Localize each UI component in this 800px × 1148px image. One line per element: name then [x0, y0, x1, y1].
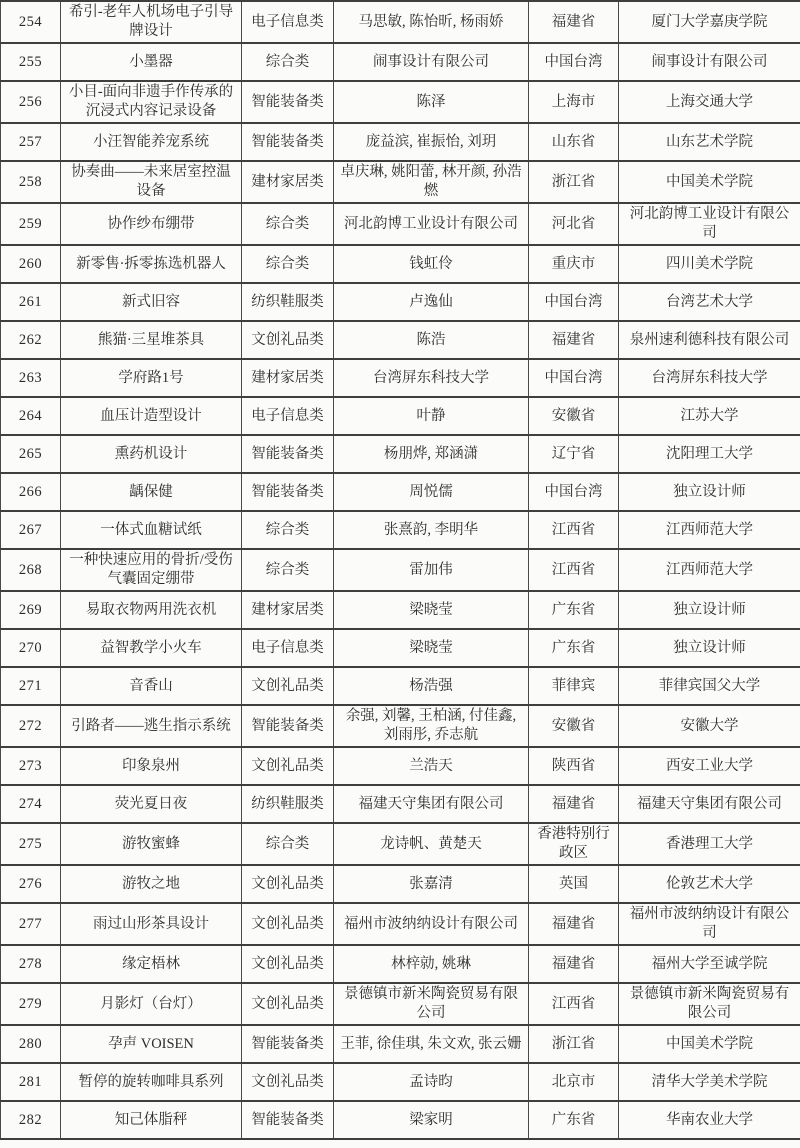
entry-number: 267	[1, 511, 61, 549]
entry-number: 276	[1, 865, 61, 903]
entry-authors: 卓庆琳, 姚阳蕾, 林开颜, 孙浩燃	[334, 161, 529, 203]
entry-region: 江西省	[529, 983, 619, 1025]
table-row	[1, 785, 800, 823]
entry-number: 257	[1, 123, 61, 161]
entry-number: 279	[1, 983, 61, 1025]
entry-number: 278	[1, 945, 61, 983]
entry-name: 小目-面向非遗手作传承的沉浸式内容记录设备	[61, 81, 242, 123]
entry-category: 综合类	[242, 511, 334, 549]
entry-name: 协作纱布绷带	[61, 203, 242, 245]
entry-category: 文创礼品类	[242, 983, 334, 1025]
entry-region: 中国台湾	[529, 359, 619, 397]
entry-region: 山东省	[529, 123, 619, 161]
entry-authors: 叶静	[334, 397, 529, 435]
entry-authors: 兰浩天	[334, 747, 529, 785]
entry-category: 智能装备类	[242, 1025, 334, 1063]
table-row	[1, 629, 800, 667]
entry-authors: 陈浩	[334, 321, 529, 359]
table-row	[1, 667, 800, 705]
entry-authors: 孟诗昀	[334, 1063, 529, 1101]
entry-name: 学府路1号	[61, 359, 242, 397]
entry-institution: 福建天守集团有限公司	[619, 785, 800, 823]
entry-name: 荧光夏日夜	[61, 785, 242, 823]
entry-region: 菲律宾	[529, 667, 619, 705]
entry-name: 知己体脂秤	[61, 1101, 242, 1139]
entry-authors: 梁家明	[334, 1101, 529, 1139]
entry-number: 275	[1, 823, 61, 865]
table-row	[1, 823, 800, 865]
entry-number: 270	[1, 629, 61, 667]
entry-institution: 闹事设计有限公司	[619, 43, 800, 81]
entry-authors: 景德镇市新米陶瓷贸易有限公司	[334, 983, 529, 1025]
entry-authors: 福建天守集团有限公司	[334, 785, 529, 823]
table-row	[1, 359, 800, 397]
entry-region: 江西省	[529, 511, 619, 549]
entry-region: 辽宁省	[529, 435, 619, 473]
entry-name: 游牧之地	[61, 865, 242, 903]
entry-region: 陕西省	[529, 747, 619, 785]
entry-institution: 厦门大学嘉庚学院	[619, 1, 800, 43]
entry-authors: 周悦儒	[334, 473, 529, 511]
entry-category: 综合类	[242, 43, 334, 81]
table-row	[1, 321, 800, 359]
entry-name: 一体式血糖试纸	[61, 511, 242, 549]
entry-category: 纺织鞋服类	[242, 283, 334, 321]
entry-institution: 独立设计师	[619, 473, 800, 511]
table-row	[1, 705, 800, 747]
entry-category: 文创礼品类	[242, 1063, 334, 1101]
entry-number: 273	[1, 747, 61, 785]
entry-category: 综合类	[242, 203, 334, 245]
entry-authors: 河北韵博工业设计有限公司	[334, 203, 529, 245]
entry-number: 266	[1, 473, 61, 511]
entry-authors: 杨浩强	[334, 667, 529, 705]
table-row	[1, 283, 800, 321]
table-row	[1, 945, 800, 983]
entry-name: 缘定梧林	[61, 945, 242, 983]
entry-region: 广东省	[529, 1101, 619, 1139]
entry-authors: 卢逸仙	[334, 283, 529, 321]
entry-category: 综合类	[242, 245, 334, 283]
entry-authors: 福州市波纳纳设计有限公司	[334, 903, 529, 945]
entry-name: 孕声 VOISEN	[61, 1025, 242, 1063]
entry-region: 福建省	[529, 903, 619, 945]
entry-institution: 景德镇市新米陶瓷贸易有限公司	[619, 983, 800, 1025]
entry-category: 文创礼品类	[242, 747, 334, 785]
entry-authors: 张嘉清	[334, 865, 529, 903]
entry-category: 智能装备类	[242, 81, 334, 123]
table-row	[1, 1025, 800, 1063]
entry-category: 纺织鞋服类	[242, 785, 334, 823]
entry-category: 建材家居类	[242, 359, 334, 397]
entry-region: 浙江省	[529, 161, 619, 203]
table-row	[1, 549, 800, 591]
entry-name: 引路者——逃生指示系统	[61, 705, 242, 747]
entry-number: 269	[1, 591, 61, 629]
entry-number: 271	[1, 667, 61, 705]
entry-name: 音香山	[61, 667, 242, 705]
table-row	[1, 1101, 800, 1139]
entry-number: 261	[1, 283, 61, 321]
entry-number: 263	[1, 359, 61, 397]
entry-category: 文创礼品类	[242, 945, 334, 983]
entry-authors: 雷加伟	[334, 549, 529, 591]
entry-institution: 中国美术学院	[619, 1025, 800, 1063]
entry-category: 智能装备类	[242, 473, 334, 511]
entry-institution: 山东艺术学院	[619, 123, 800, 161]
entry-institution: 中国美术学院	[619, 161, 800, 203]
entry-name: 易取衣物两用洗衣机	[61, 591, 242, 629]
entry-authors: 闹事设计有限公司	[334, 43, 529, 81]
entry-number: 274	[1, 785, 61, 823]
entry-region: 安徽省	[529, 705, 619, 747]
entry-region: 福建省	[529, 945, 619, 983]
entry-institution: 西安工业大学	[619, 747, 800, 785]
entry-authors: 王菲, 徐佳琪, 朱文欢, 张云姗	[334, 1025, 529, 1063]
entry-number: 268	[1, 549, 61, 591]
entry-category: 综合类	[242, 823, 334, 865]
entry-authors: 陈泽	[334, 81, 529, 123]
entry-region: 广东省	[529, 629, 619, 667]
entry-institution: 江西师范大学	[619, 511, 800, 549]
entry-category: 文创礼品类	[242, 667, 334, 705]
entry-name: 游牧蜜蜂	[61, 823, 242, 865]
entry-name: 一种快速应用的骨折/受伤气囊固定绷带	[61, 549, 242, 591]
entry-region: 香港特别行政区	[529, 823, 619, 865]
entry-name: 小汪智能养宠系统	[61, 123, 242, 161]
entry-region: 北京市	[529, 1063, 619, 1101]
entry-authors: 台湾屏东科技大学	[334, 359, 529, 397]
entry-category: 电子信息类	[242, 629, 334, 667]
entry-number: 264	[1, 397, 61, 435]
entry-number: 255	[1, 43, 61, 81]
table-row	[1, 591, 800, 629]
entry-authors: 杨朋烨, 郑涵潇	[334, 435, 529, 473]
entry-number: 281	[1, 1063, 61, 1101]
entry-name: 希引-老年人机场电子引导牌设计	[61, 1, 242, 43]
entry-region: 安徽省	[529, 397, 619, 435]
entry-authors: 余强, 刘馨, 王柏涵, 付佳鑫, 刘雨彤, 乔志航	[334, 705, 529, 747]
entry-category: 智能装备类	[242, 435, 334, 473]
table-row	[1, 245, 800, 283]
entry-institution: 河北韵博工业设计有限公司	[619, 203, 800, 245]
entry-name: 雨过山形茶具设计	[61, 903, 242, 945]
entry-region: 广东省	[529, 591, 619, 629]
entry-institution: 福州市波纳纳设计有限公司	[619, 903, 800, 945]
entry-region: 福建省	[529, 785, 619, 823]
entry-number: 262	[1, 321, 61, 359]
table-row	[1, 203, 800, 245]
table-row	[1, 903, 800, 945]
entry-name: 益智教学小火车	[61, 629, 242, 667]
entry-number: 260	[1, 245, 61, 283]
table-row	[1, 1063, 800, 1101]
entry-name: 龋保健	[61, 473, 242, 511]
entry-category: 智能装备类	[242, 123, 334, 161]
table-row	[1, 43, 800, 81]
entry-name: 月影灯（台灯）	[61, 983, 242, 1025]
table-row	[1, 397, 800, 435]
entry-institution: 独立设计师	[619, 629, 800, 667]
entry-category: 文创礼品类	[242, 321, 334, 359]
entry-region: 中国台湾	[529, 473, 619, 511]
entry-number: 280	[1, 1025, 61, 1063]
entry-category: 综合类	[242, 549, 334, 591]
table-row	[1, 511, 800, 549]
entry-name: 印象泉州	[61, 747, 242, 785]
entry-name: 新式旧容	[61, 283, 242, 321]
entry-institution: 台湾屏东科技大学	[619, 359, 800, 397]
entry-name: 血压计造型设计	[61, 397, 242, 435]
entry-region: 中国台湾	[529, 283, 619, 321]
table-row	[1, 747, 800, 785]
entry-region: 上海市	[529, 81, 619, 123]
entry-institution: 清华大学美术学院	[619, 1063, 800, 1101]
entry-category: 智能装备类	[242, 705, 334, 747]
table-row	[1, 983, 800, 1025]
entry-category: 文创礼品类	[242, 903, 334, 945]
entry-authors: 张熹韵, 李明华	[334, 511, 529, 549]
entry-number: 265	[1, 435, 61, 473]
entry-institution: 泉州速利德科技有限公司	[619, 321, 800, 359]
entry-institution: 沈阳理工大学	[619, 435, 800, 473]
entry-institution: 华南农业大学	[619, 1101, 800, 1139]
table-body	[1, 1, 800, 1139]
entry-institution: 上海交通大学	[619, 81, 800, 123]
entry-category: 建材家居类	[242, 161, 334, 203]
entry-name: 协奏曲——未来居室控温设备	[61, 161, 242, 203]
entry-authors: 庞益滨, 崔振怡, 刘玥	[334, 123, 529, 161]
entry-category: 文创礼品类	[242, 865, 334, 903]
entry-region: 福建省	[529, 1, 619, 43]
entry-region: 英国	[529, 865, 619, 903]
entry-authors: 梁晓莹	[334, 629, 529, 667]
table-row	[1, 865, 800, 903]
entry-name: 熏药机设计	[61, 435, 242, 473]
entry-institution: 菲律宾国父大学	[619, 667, 800, 705]
entry-institution: 江苏大学	[619, 397, 800, 435]
entry-number: 259	[1, 203, 61, 245]
entry-region: 浙江省	[529, 1025, 619, 1063]
table-row	[1, 161, 800, 203]
entry-number: 282	[1, 1101, 61, 1139]
entry-authors: 钱虹伶	[334, 245, 529, 283]
entry-name: 熊猫·三星堆茶具	[61, 321, 242, 359]
entry-institution: 独立设计师	[619, 591, 800, 629]
entry-number: 272	[1, 705, 61, 747]
entry-institution: 台湾艺术大学	[619, 283, 800, 321]
entry-region: 中国台湾	[529, 43, 619, 81]
entry-institution: 伦敦艺术大学	[619, 865, 800, 903]
entry-name: 小墨器	[61, 43, 242, 81]
entry-authors: 梁晓莹	[334, 591, 529, 629]
entry-region: 河北省	[529, 203, 619, 245]
entry-number: 254	[1, 1, 61, 43]
entry-region: 福建省	[529, 321, 619, 359]
entry-authors: 龙诗帆、黄楚天	[334, 823, 529, 865]
entry-category: 电子信息类	[242, 1, 334, 43]
entry-number: 256	[1, 81, 61, 123]
entry-region: 重庆市	[529, 245, 619, 283]
entry-category: 智能装备类	[242, 1101, 334, 1139]
entry-region: 江西省	[529, 549, 619, 591]
entry-name: 暂停的旋转咖啡具系列	[61, 1063, 242, 1101]
entry-authors: 马思敏, 陈怡昕, 杨雨娇	[334, 1, 529, 43]
entry-category: 电子信息类	[242, 397, 334, 435]
table-row	[1, 1, 800, 43]
entry-institution: 香港理工大学	[619, 823, 800, 865]
entry-number: 258	[1, 161, 61, 203]
table-row	[1, 123, 800, 161]
table-row	[1, 435, 800, 473]
entry-institution: 福州大学至诚学院	[619, 945, 800, 983]
entry-authors: 林梓勍, 姚琳	[334, 945, 529, 983]
entry-number: 277	[1, 903, 61, 945]
entry-institution: 四川美术学院	[619, 245, 800, 283]
entry-institution: 江西师范大学	[619, 549, 800, 591]
entry-name: 新零售·拆零拣选机器人	[61, 245, 242, 283]
table-row	[1, 473, 800, 511]
table-row	[1, 81, 800, 123]
entry-category: 建材家居类	[242, 591, 334, 629]
entry-institution: 安徽大学	[619, 705, 800, 747]
